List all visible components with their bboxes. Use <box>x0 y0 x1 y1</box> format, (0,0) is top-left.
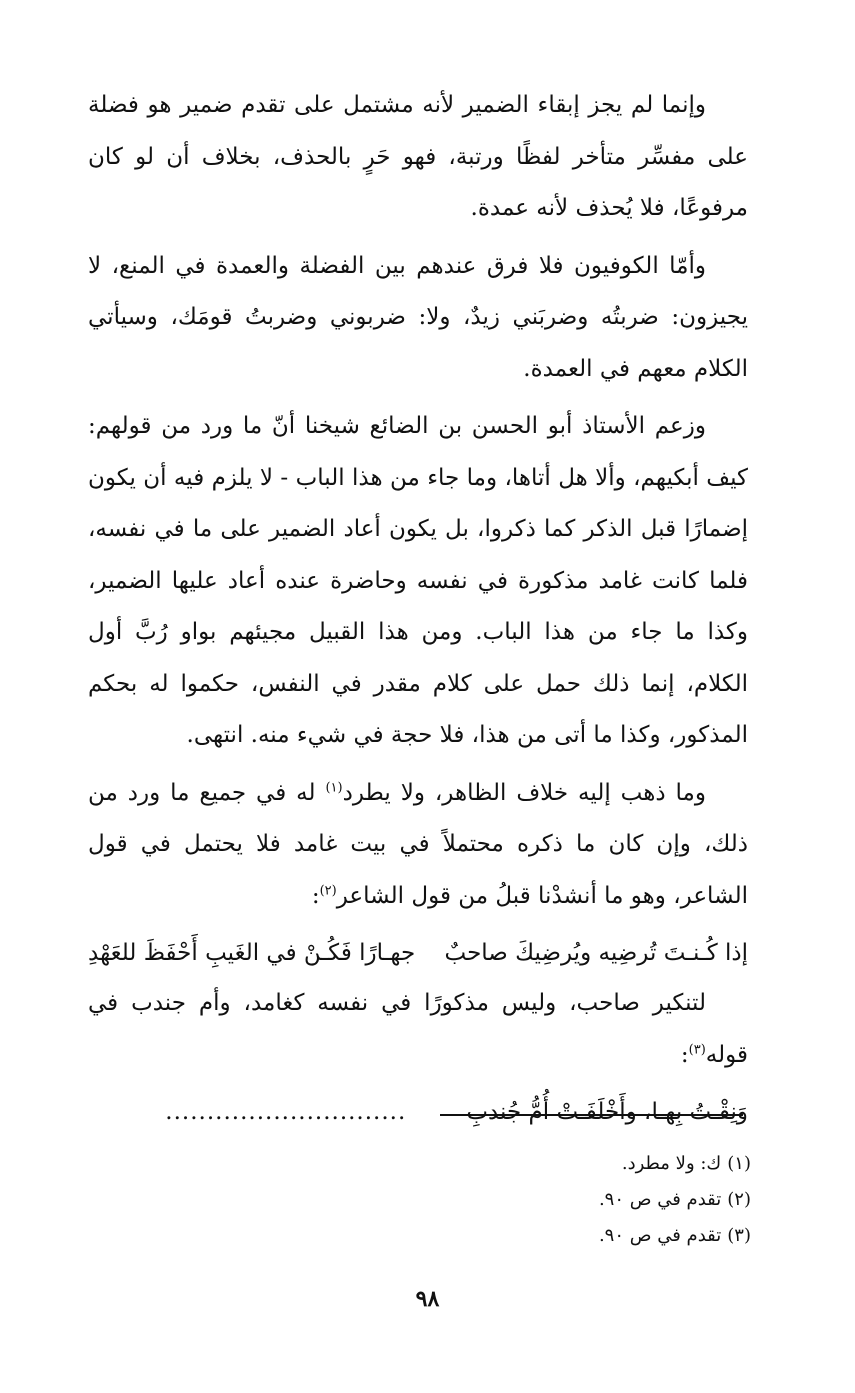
page-number: ٩٨ <box>415 1286 440 1312</box>
verse-2-omission-dots: ............................. <box>165 1099 407 1125</box>
paragraph-5-text-b: : <box>680 1041 689 1068</box>
footnote-marker-2[interactable]: (٢) <box>319 882 337 898</box>
paragraph-5 <box>88 978 748 1081</box>
verse-1-second-hemistich: جهـارًا فَكُـنْ في الغَيبِ أَحْفَظَ للعَهْدِ <box>88 940 416 966</box>
verse-line-2 <box>88 1087 748 1137</box>
paragraph-4 <box>88 768 748 923</box>
main-text <box>88 80 748 1137</box>
paragraph-1: وإنما لم يجز إبقاء الضمير لأنه مشتمل على تقدم ضمير هو فضلة على مفسِّر متأخر لفظًا ورتبة، فهو حَرٍ بالحذف، بخلاف أن لو كان مرفوعًا، فلا يُحذف لأنه عمدة. <box>88 92 748 221</box>
paragraph-5-text-a: لتنكير صاحب، وليس مذكورًا في نفسه كغامد، وأم جندب في قوله <box>88 990 748 1068</box>
verse-1-first-hemistich: إذا كُـنـتَ تُرضِيه ويُرضِيكَ صاحبٌ <box>444 940 748 966</box>
footnote-1-text: ك: ولا مطرد. <box>621 1153 722 1174</box>
paragraph-2: وأمّا الكوفيون فلا فرق عندهم بين الفضلة والعمدة في المنع، لا يجيزون: ضربتُه وضربَني زيدٌ، ولا: ضربوني وضربتُ قومَك، وسيأتي الكلام معهم في العمدة. <box>88 252 748 382</box>
footnote-3-number: (٣) <box>727 1225 751 1246</box>
verse-line-1 <box>88 928 748 978</box>
paragraph-3: وزعم الأستاذ أبو الحسن بن الضائع شيخنا أنّ ما ورد من قولهم: كيف أبكيهم، وألا هل أتاها، وما جاء من هذا الباب - لا يلزم فيه أن يكون إضمارًا قبل الذكر كما ذكروا، بل يكون أعاد الضمير على ما في نفسه، فلما كانت غامد مذكورة في نفسه وحاضرة عنده أعاد عليها الضمير، وكذا ما جاء من هذا الباب. ومن هذا القبيل مجيئهم بواو رُبَّ أول الكلام، إنما ذلك حمل على كلام مقدر في النفس، حكموا له بحكم المذكور، وكذا ما أتى من هذا، فلا حجة في شيء منه. انتهى. <box>88 413 748 748</box>
footnote-marker-1[interactable]: (١) <box>325 779 343 795</box>
footnote-separator <box>440 1114 743 1116</box>
footnote-1-number: (١) <box>727 1153 751 1174</box>
paragraph-4-text-c: : <box>311 882 320 909</box>
footnote-3 <box>351 1218 751 1254</box>
footnote-3-text: تقدم في ص ٩٠. <box>598 1225 722 1246</box>
paragraph-4-text-b: له في جميع ما ورد من ذلك، وإن كان ما ذكره محتملاً في بيت غامد فلا يحتمل في قول الشاعر، وهو ما أنشدْنا قبلُ من قول الشاعر <box>88 779 748 909</box>
footnote-1 <box>351 1146 751 1182</box>
footnote-2-text: تقدم في ص ٩٠. <box>598 1189 722 1210</box>
footnote-marker-3[interactable]: (٣) <box>688 1041 706 1057</box>
footnote-2-number: (٢) <box>727 1189 751 1210</box>
footnote-2 <box>351 1182 751 1218</box>
paragraph-4-text-a: وما ذهب إليه خلاف الظاهر، ولا يطرد <box>342 779 706 806</box>
verse-2-first-hemistich: وَنِقْـتُ بِهـا، وأَخْلَفَـتْ أُمُّ جُندبِ <box>466 1099 748 1125</box>
footnotes <box>351 1146 751 1254</box>
